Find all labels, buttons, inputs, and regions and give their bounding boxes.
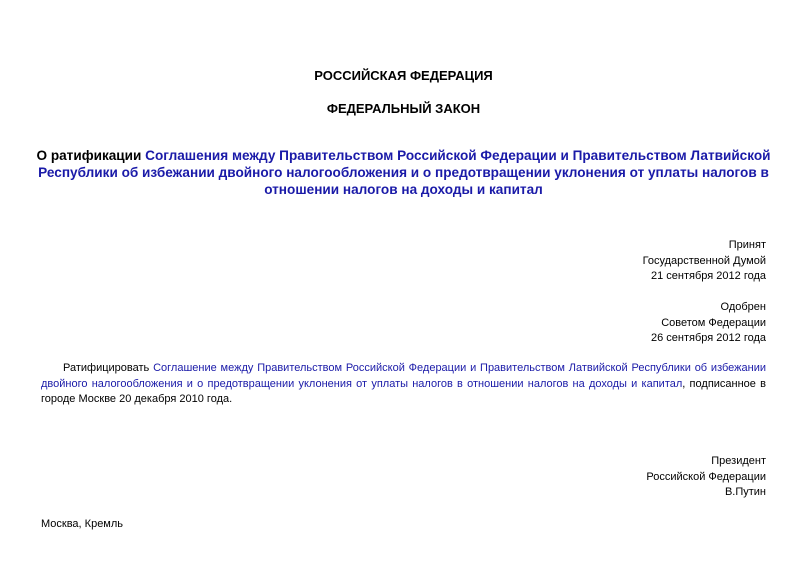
signature-title: Президент (711, 455, 766, 467)
place-of-signing: Москва, Кремль (41, 518, 124, 530)
signature-name: В.Путин (724, 486, 766, 498)
approved-date: 26 сентября 2012 года (651, 332, 766, 344)
adopted-date: 21 сентября 2012 года (651, 270, 766, 282)
adopted-body: Государственной Думой (642, 254, 766, 267)
body-prefix: Ратифицировать (63, 362, 154, 374)
adopted-label: Принят (728, 239, 766, 251)
approved-label: Одобрен (720, 301, 766, 313)
approved-block (651, 300, 766, 347)
agreement-title-link[interactable]: Соглашения между Правительством Российской Федерации и Правительством Латвийской Республики об избежании двойного налогообложения и о предотвращении уклонения от уплаты налогов в отношении налогов на доходы и капитал (38, 148, 771, 197)
approved-body: Советом Федерации (661, 316, 766, 329)
law-type-heading: ФЕДЕРАЛЬНЫЙ ЗАКОН (326, 101, 481, 116)
agreement-link[interactable]: Соглашение между Правительством Российской Федерации и Правительством Латвийской Республики об избежании двойного налогообложения и о предотвращении уклонения от уплаты налогов в отношении налогов на доходы и капитал (41, 362, 766, 390)
law-title (30, 147, 777, 198)
signature-block (646, 454, 766, 501)
signature-org: Российской Федерации (646, 470, 766, 483)
adopted-block (643, 238, 766, 285)
title-prefix: О ратификации (36, 148, 146, 163)
country-heading: РОССИЙСКАЯ ФЕДЕРАЦИЯ (314, 68, 493, 83)
ratification-paragraph (41, 361, 766, 408)
body-suffix: , подписанное в городе Москве 20 декабря 2010 года. (41, 377, 766, 405)
